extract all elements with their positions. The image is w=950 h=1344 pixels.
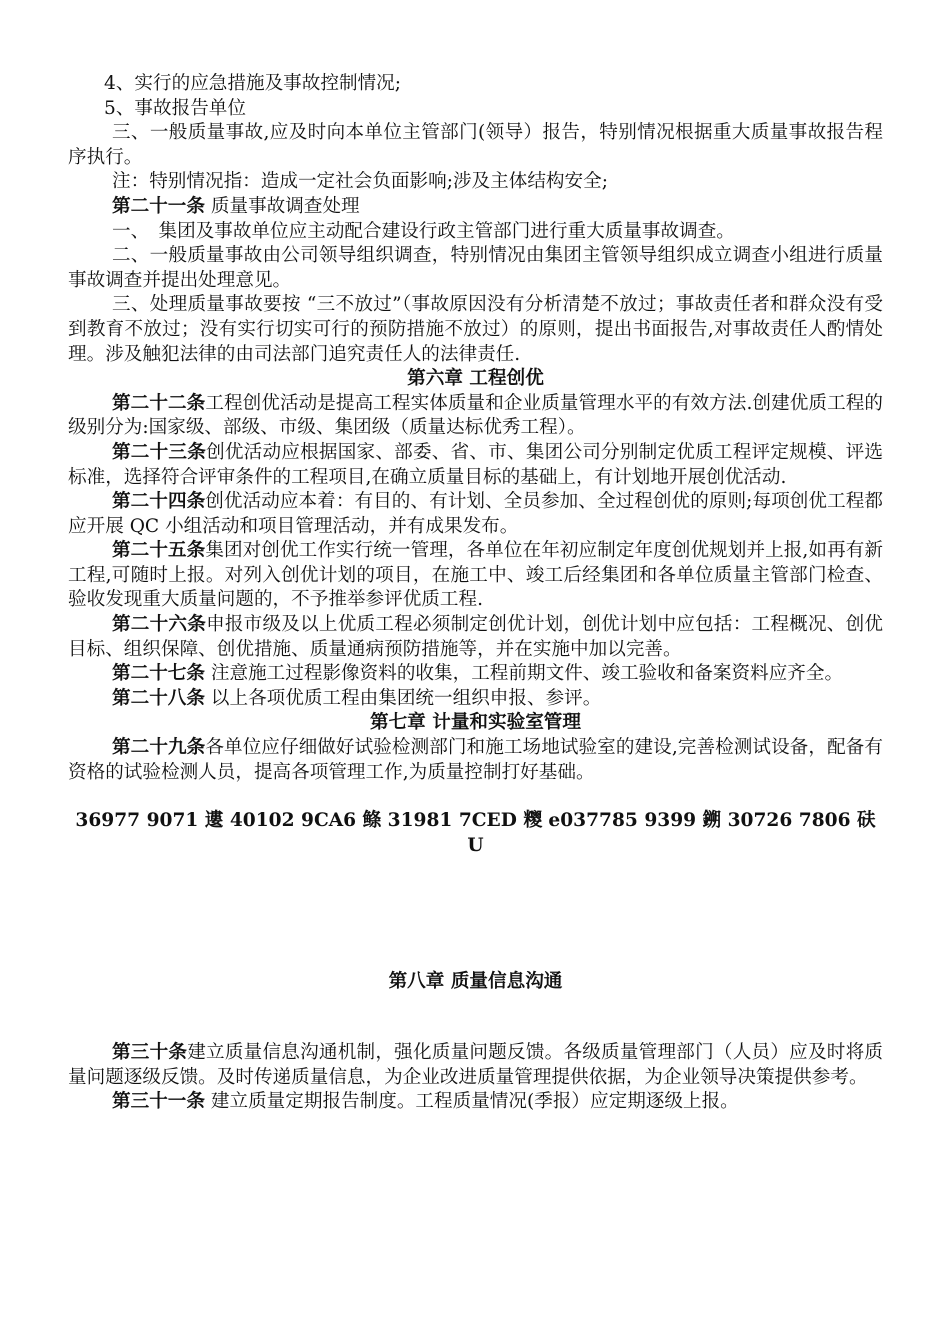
article-24-text: 创优活动应本着：有目的、有计划、全员参加、全过程创优的原则;每项创优工程都应开展 QC 小组活动和项目管理活动，并有成果发布。: [68, 491, 883, 537]
article-25-title: 第二十五条: [112, 540, 206, 562]
encoded-text-line: 36977 9071 遱 40102 9CA6 鲦 31981 7CED 糭 e037785 9399 鎙 30726 7806 砆 U: [75, 810, 876, 856]
article-24: [68, 490, 883, 539]
article-22-title: 第二十二条: [112, 392, 206, 414]
paragraph-investigation-3: 三、处理质量事故要按 “三不放过”（事故原因没有分析清楚不放过；事故责任者和群众没有受到教育不放过；没有实行切实可行的预防措施不放过）的原则，提出书面报告,对事故责任人酌情处理。涉及触犯法律的由司法部门追究责任人的法律责任.: [68, 294, 883, 365]
article-31-title: 第三十一条: [112, 1091, 205, 1113]
paragraph-investigation-2: 二、一般质量事故由公司领导组织调查，特别情况由集团主管领导组织成立调查小组进行质量事故调查并提出处理意见。: [68, 245, 883, 291]
article-23-title: 第二十三条: [112, 441, 207, 463]
article-21-title: 第二十一条: [112, 195, 205, 217]
article-21-heading: [68, 195, 883, 220]
article-31-text: 建立质量定期报告制度。工程质量情况(季报）应定期逐级上报。: [204, 1091, 739, 1113]
article-31: [68, 1090, 883, 1115]
paragraph-item-5: 5、事故报告单位: [104, 97, 246, 119]
article-21-text: 质量事故调查处理: [204, 195, 360, 217]
article-29-text: 各单位应仔细做好试验检测部门和施工场地试验室的建设,完善检测试设备，配备有资格的试验检测人员，提高各项管理工作,为质量控制打好基础。: [68, 737, 883, 783]
article-28: [68, 687, 883, 712]
article-30: [68, 1041, 883, 1090]
article-23: [68, 441, 883, 490]
article-26-title: 第二十六条: [112, 614, 207, 636]
chapter-6-heading: 第六章 工程创优: [407, 368, 544, 390]
article-26: [68, 613, 883, 662]
article-23-text: 创优活动应根据国家、部委、省、市、集团公司分别制定优质工程评定规模、评选标准，选择符合评审条件的工程项目,在确立质量目标的基础上，有计划地开展创优活动.: [68, 441, 883, 488]
article-29-title: 第二十九条: [112, 737, 206, 759]
chapter-7-heading: 第七章 计量和实验室管理: [369, 712, 581, 734]
article-28-text: 以上各项优质工程由集团统一组织申报、参评。: [204, 687, 602, 709]
paragraph-general-accident: 三、一般质量事故,应及时向本单位主管部门(领导）报告，特别情况根据重大质量事故报告程序执行。: [68, 122, 883, 168]
article-27-text: 注意施工过程影像资料的收集，工程前期文件、竣工验收和备案资料应齐全。: [204, 663, 844, 685]
article-27: [68, 662, 883, 687]
article-22: [68, 392, 883, 441]
article-29: [68, 736, 883, 785]
paragraph-item-4: 4、实行的应急措施及事故控制情况;: [104, 73, 402, 94]
article-27-title: 第二十七条: [112, 663, 205, 685]
paragraph-investigation-1: 一、 集团及事故单位应主动配合建设行政主管部门进行重大质量事故调查。: [112, 220, 735, 242]
article-26-text: 申报市级及以上优质工程必须制定创优计划，创优计划中应包括：工程概况、创优目标、组织保障、创优措施、质量通病预防措施等，并在实施中加以完善。: [68, 614, 883, 660]
document-page: [68, 72, 883, 1115]
article-28-title: 第二十八条: [112, 687, 205, 709]
article-24-title: 第二十四条: [112, 491, 206, 513]
article-22-text: 工程创优活动是提高工程实体质量和企业质量管理水平的有效方法.创建优质工程的级别分为:国家级、部级、市级、集团级（质量达标优秀工程）。: [68, 392, 883, 439]
article-30-title: 第三十条: [112, 1042, 188, 1063]
paragraph-note: 注：特别情况指：造成一定社会负面影响;涉及主体结构安全;: [112, 171, 608, 193]
article-25: [68, 539, 883, 613]
article-30-text: 建立质量信息沟通机制，强化质量问题反馈。各级质量管理部门（人员）应及时将质量问题逐级反馈。及时传递质量信息，为企业改进质量管理提供依据，为企业领导决策提供参考。: [68, 1042, 883, 1088]
chapter-8-heading: 第八章 质量信息沟通: [388, 971, 563, 993]
article-25-text: 集团对创优工作实行统一管理，各单位在年初应制定年度创优规划并上报,如再有新工程,可随时上报。对列入创优计划的项目，在施工中、竣工后经集团和各单位质量主管部门检查、验收发现重大质量问题的，不予推举参评优质工程.: [68, 540, 883, 611]
